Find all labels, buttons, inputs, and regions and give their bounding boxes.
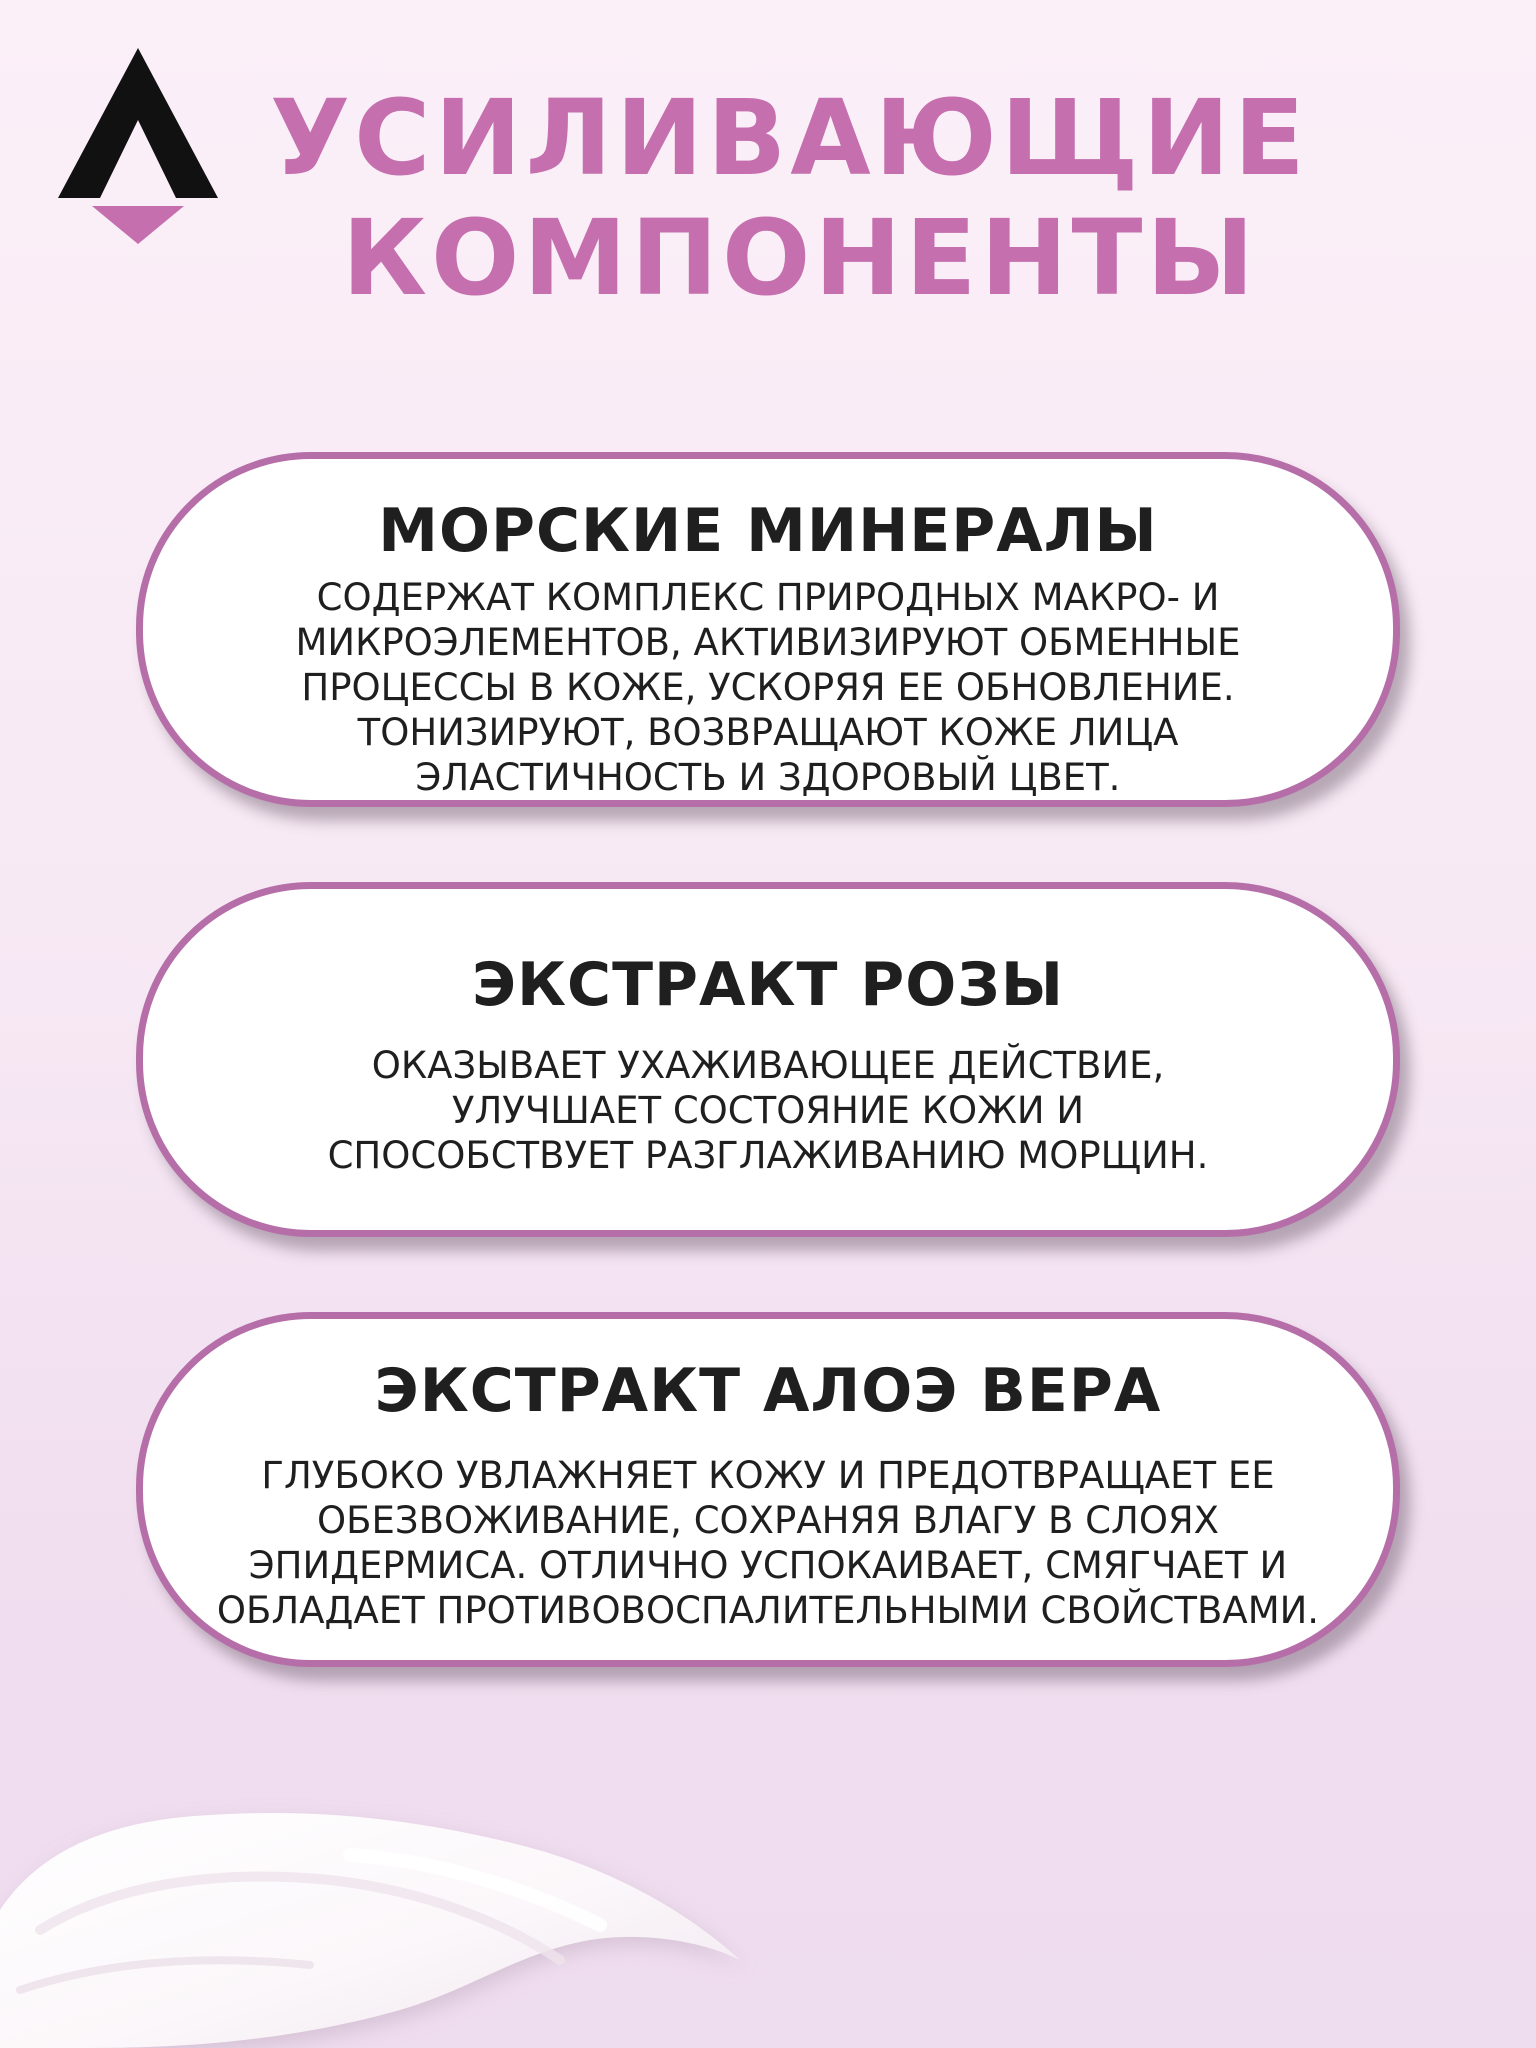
ingredient-card-sea-minerals — [136, 452, 1400, 807]
card-title: МОРСКИЕ МИНЕРАЛЫ — [378, 496, 1158, 566]
card-title: ЭКСТРАКТ РОЗЫ — [471, 950, 1065, 1020]
triangle-arrow-logo-icon — [58, 48, 218, 248]
description-line: ОБЛАДАЕТ ПРОТИВОВОСПАЛИТЕЛЬНЫМИ СВОЙСТВАМИ. — [216, 1589, 1320, 1632]
description-line: ЭПИДЕРМИСА. ОТЛИЧНО УСПОКАИВАЕТ, СМЯГЧАЕТ И — [248, 1544, 1288, 1587]
card-description — [143, 1043, 1393, 1178]
description-line: УЛУЧШАЕТ СОСТОЯНИЕ КОЖИ И — [451, 1089, 1085, 1132]
cream-smear-icon — [0, 1760, 760, 2048]
card-description — [143, 575, 1393, 800]
ingredient-card-aloe-vera-extract — [136, 1312, 1400, 1667]
ingredient-card-rose-extract — [136, 882, 1400, 1237]
card-title: ЭКСТРАКТ АЛОЭ ВЕРА — [374, 1356, 1162, 1426]
card-description — [143, 1453, 1393, 1633]
description-line: СПОСОБСТВУЕТ РАЗГЛАЖИВАНИЮ МОРЩИН. — [327, 1134, 1209, 1177]
page-title — [270, 78, 1430, 318]
description-line: СОДЕРЖАТ КОМПЛЕКС ПРИРОДНЫХ МАКРО- И — [316, 576, 1220, 619]
description-line: МИКРОЭЛЕМЕНТОВ, АКТИВИЗИРУЮТ ОБМЕННЫЕ — [295, 621, 1241, 664]
description-line: ПРОЦЕССЫ В КОЖЕ, УСКОРЯЯ ЕЕ ОБНОВЛЕНИЕ. — [301, 666, 1235, 709]
description-line: ГЛУБОКО УВЛАЖНЯЕТ КОЖУ И ПРЕДОТВРАЩАЕТ ЕЕ — [261, 1454, 1275, 1497]
title-line-2: КОМПОНЕНТЫ — [342, 197, 1259, 319]
description-line: ОБЕЗВОЖИВАНИЕ, СОХРАНЯЯ ВЛАГУ В СЛОЯХ — [316, 1499, 1220, 1542]
description-line: ТОНИЗИРУЮТ, ВОЗВРАЩАЮТ КОЖЕ ЛИЦА — [357, 711, 1179, 754]
title-line-1: УСИЛИВАЮЩИЕ — [270, 77, 1309, 199]
description-line: ОКАЗЫВАЕТ УХАЖИВАЮЩЕЕ ДЕЙСТВИЕ, — [371, 1044, 1165, 1087]
description-line: ЭЛАСТИЧНОСТЬ И ЗДОРОВЫЙ ЦВЕТ. — [415, 756, 1121, 799]
